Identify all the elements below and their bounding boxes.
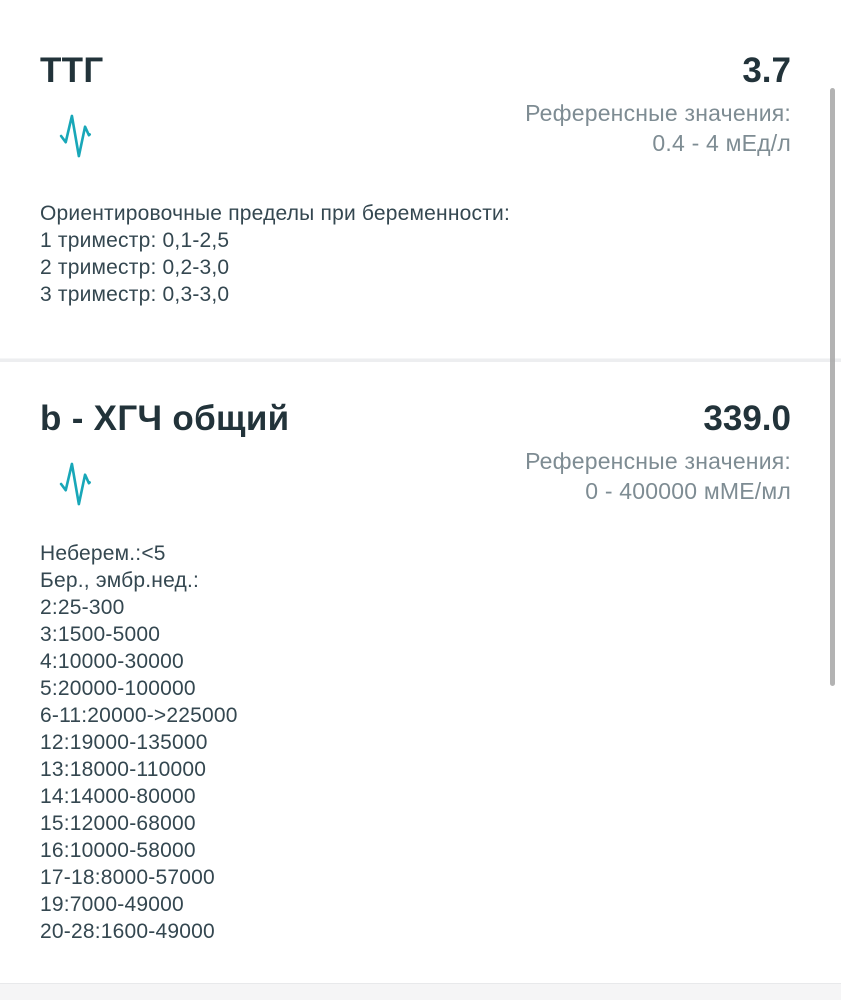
reference-range: 0.4 - 4 мЕд/л (652, 130, 791, 156)
note-line: 13:18000-110000 (40, 758, 207, 781)
card-subrow (40, 98, 791, 162)
result-card-hcg[interactable] (0, 362, 841, 965)
note-line: 16:10000-58000 (40, 839, 196, 862)
reference-values (92, 98, 791, 158)
note-line: 3 триместр: 0,3-3,0 (40, 283, 230, 306)
note-line: 19:7000-49000 (40, 893, 184, 916)
note-line: Бер., эмбр.нед.: (40, 569, 200, 592)
pulse-icon (58, 110, 92, 162)
reference-notes (40, 540, 791, 945)
card-header (40, 398, 791, 440)
reference-values (92, 446, 791, 506)
card-subrow (40, 446, 791, 510)
test-title: b - ХГЧ общий (40, 399, 290, 438)
note-line: 3:1500-5000 (40, 623, 161, 646)
note-line: 5:20000-100000 (40, 677, 196, 700)
test-value: 339.0 (703, 399, 791, 438)
reference-label: Референсные значения: (525, 100, 791, 126)
footer-bar (0, 983, 841, 1000)
note-line: 6-11:20000->225000 (40, 704, 238, 727)
reference-label: Референсные значения: (525, 448, 791, 474)
result-card-ttg[interactable] (0, 0, 841, 358)
note-line: 12:19000-135000 (40, 731, 208, 754)
note-line: Неберем.:<5 (40, 542, 166, 565)
note-line: 14:14000-80000 (40, 785, 196, 808)
card-header (40, 50, 791, 92)
scrollbar-thumb[interactable] (830, 88, 835, 686)
reference-notes (40, 200, 791, 308)
note-line: 20-28:1600-49000 (40, 920, 215, 943)
note-line: 4:10000-30000 (40, 650, 184, 673)
pulse-icon (58, 458, 92, 510)
note-line: 1 триместр: 0,1-2,5 (40, 229, 230, 252)
note-line: 17-18:8000-57000 (40, 866, 215, 889)
test-title: ТТГ (40, 51, 104, 90)
reference-range: 0 - 400000 мМЕ/мл (585, 478, 791, 504)
note-line: Ориентировочные пределы при беременности: (40, 202, 511, 225)
test-value: 3.7 (742, 51, 791, 90)
note-line: 15:12000-68000 (40, 812, 196, 835)
note-line: 2:25-300 (40, 596, 125, 619)
note-line: 2 триместр: 0,2-3,0 (40, 256, 230, 279)
